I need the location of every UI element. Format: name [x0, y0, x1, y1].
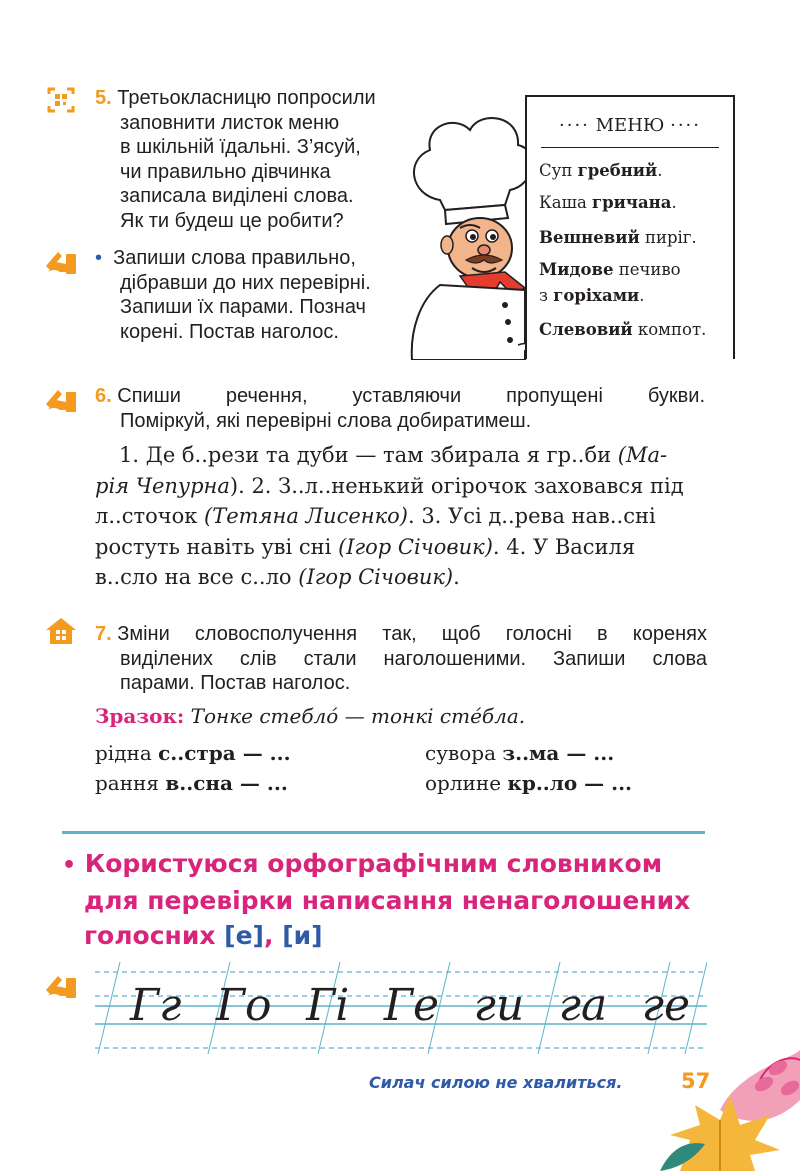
text-line: 1. Де б..рези та дуби — там збирала я гр..би (Ма-	[119, 443, 668, 467]
section-divider	[62, 831, 705, 834]
exercise-number: 7.	[95, 623, 112, 645]
menu-item: з горіхами.	[539, 286, 645, 305]
writing-hand-icon	[44, 972, 78, 1005]
ex5-line: Як ти будеш це робити?	[120, 209, 344, 232]
writing-hand-icon	[44, 248, 78, 281]
ex5-task-line: дібравши до них перевірні.	[120, 271, 371, 294]
cursive-letter: га	[558, 980, 608, 1031]
menu-item: Слевовий компот.	[539, 320, 707, 339]
writing-hand-icon	[44, 386, 78, 419]
exercise-number: 5.	[95, 87, 112, 109]
cursive-letter: Ге	[383, 980, 440, 1031]
sample-text: Тонке стебло́ — тонкі сте́бла.	[190, 704, 526, 728]
cursive-letter: Гі	[306, 980, 350, 1031]
exercise-7	[95, 622, 707, 696]
bullet: •	[95, 247, 103, 269]
ex5-task-line: корені. Постав наголос.	[120, 320, 339, 343]
text-line: л..сточок (Тетяна Лисенко). 3. Усі д..рева нав..сні	[95, 504, 656, 528]
cursive-letter: Гг	[130, 980, 182, 1031]
sample-line	[95, 704, 525, 728]
word-pair: рання в..сна — ...	[95, 771, 288, 795]
menu-item: Суп гребний.	[539, 161, 663, 180]
ex5-line: в шкільній їдальні. З’ясуй,	[120, 136, 361, 158]
ex5-line: заповнити листок меню	[120, 111, 340, 134]
chef-illustration	[400, 100, 540, 365]
exercise-6-text	[95, 440, 707, 593]
autumn-leaves-decoration	[660, 1040, 800, 1176]
cursive-letter: ге	[641, 980, 690, 1031]
exercise-number: 6.	[95, 385, 112, 407]
cursive-letter: Го	[215, 980, 272, 1031]
menu-card	[525, 95, 735, 359]
ex5-line: Третьокласницю попросили	[117, 87, 376, 109]
text-line: в..сло на все с..ло (Ігор Січовик).	[95, 565, 460, 589]
cursive-letter: ги	[473, 980, 525, 1031]
ex6-line: Спиши речення, уставляючи пропущені букви.	[117, 385, 705, 407]
word-pair: сувора з..ма — ...	[425, 741, 615, 765]
ex5-line: записала виділені слова.	[120, 185, 354, 207]
word-pair: рідна с..стра — ...	[95, 741, 291, 765]
qr-icon	[46, 86, 76, 119]
text-line: ростуть навіть уві сні (Ігор Січовик). 4. У Василя	[95, 534, 636, 559]
exercise-5	[95, 86, 425, 233]
exercise-6	[95, 384, 705, 433]
ex7-line: виділених слів стали наголошеними. Запиши слова	[120, 647, 707, 670]
ex5-line: чи правильно дівчинка	[120, 160, 331, 183]
menu-item: Мидове печиво	[539, 260, 681, 279]
sample-label: Зразок:	[95, 704, 185, 728]
menu-item: Каша гричана.	[539, 193, 677, 212]
menu-divider	[541, 147, 719, 148]
cursive-samples	[130, 980, 690, 1031]
word-pair: орлине кр..ло — ...	[425, 771, 633, 795]
ex5-task-line: Запиши їх парами. Познач	[120, 296, 366, 318]
ex7-line: парами. Постав наголос.	[120, 672, 351, 694]
home-icon	[44, 616, 78, 651]
menu-item: Вешневий пиріг.	[539, 228, 697, 247]
exercise-5-task	[95, 246, 430, 344]
section-heading: • Користуюся орфографічним словником для перевірки написання ненаголошених голосних [е], [и]	[62, 849, 691, 950]
menu-title: ···· МЕНЮ ····	[559, 115, 701, 136]
ex5-task-line: Запиши слова правильно,	[113, 247, 356, 269]
ex7-line: Зміни словосполучення так, щоб голосні в коренях	[117, 623, 707, 645]
proverb: Силач силою не хвалиться.	[369, 1073, 623, 1092]
page-number: 57	[681, 1069, 711, 1093]
ex6-line: Поміркуй, які перевірні слова добиратимеш.	[120, 409, 532, 432]
text-line: рія Чепурна). 2. З..л..ненький огірочок заховався під	[95, 473, 684, 498]
